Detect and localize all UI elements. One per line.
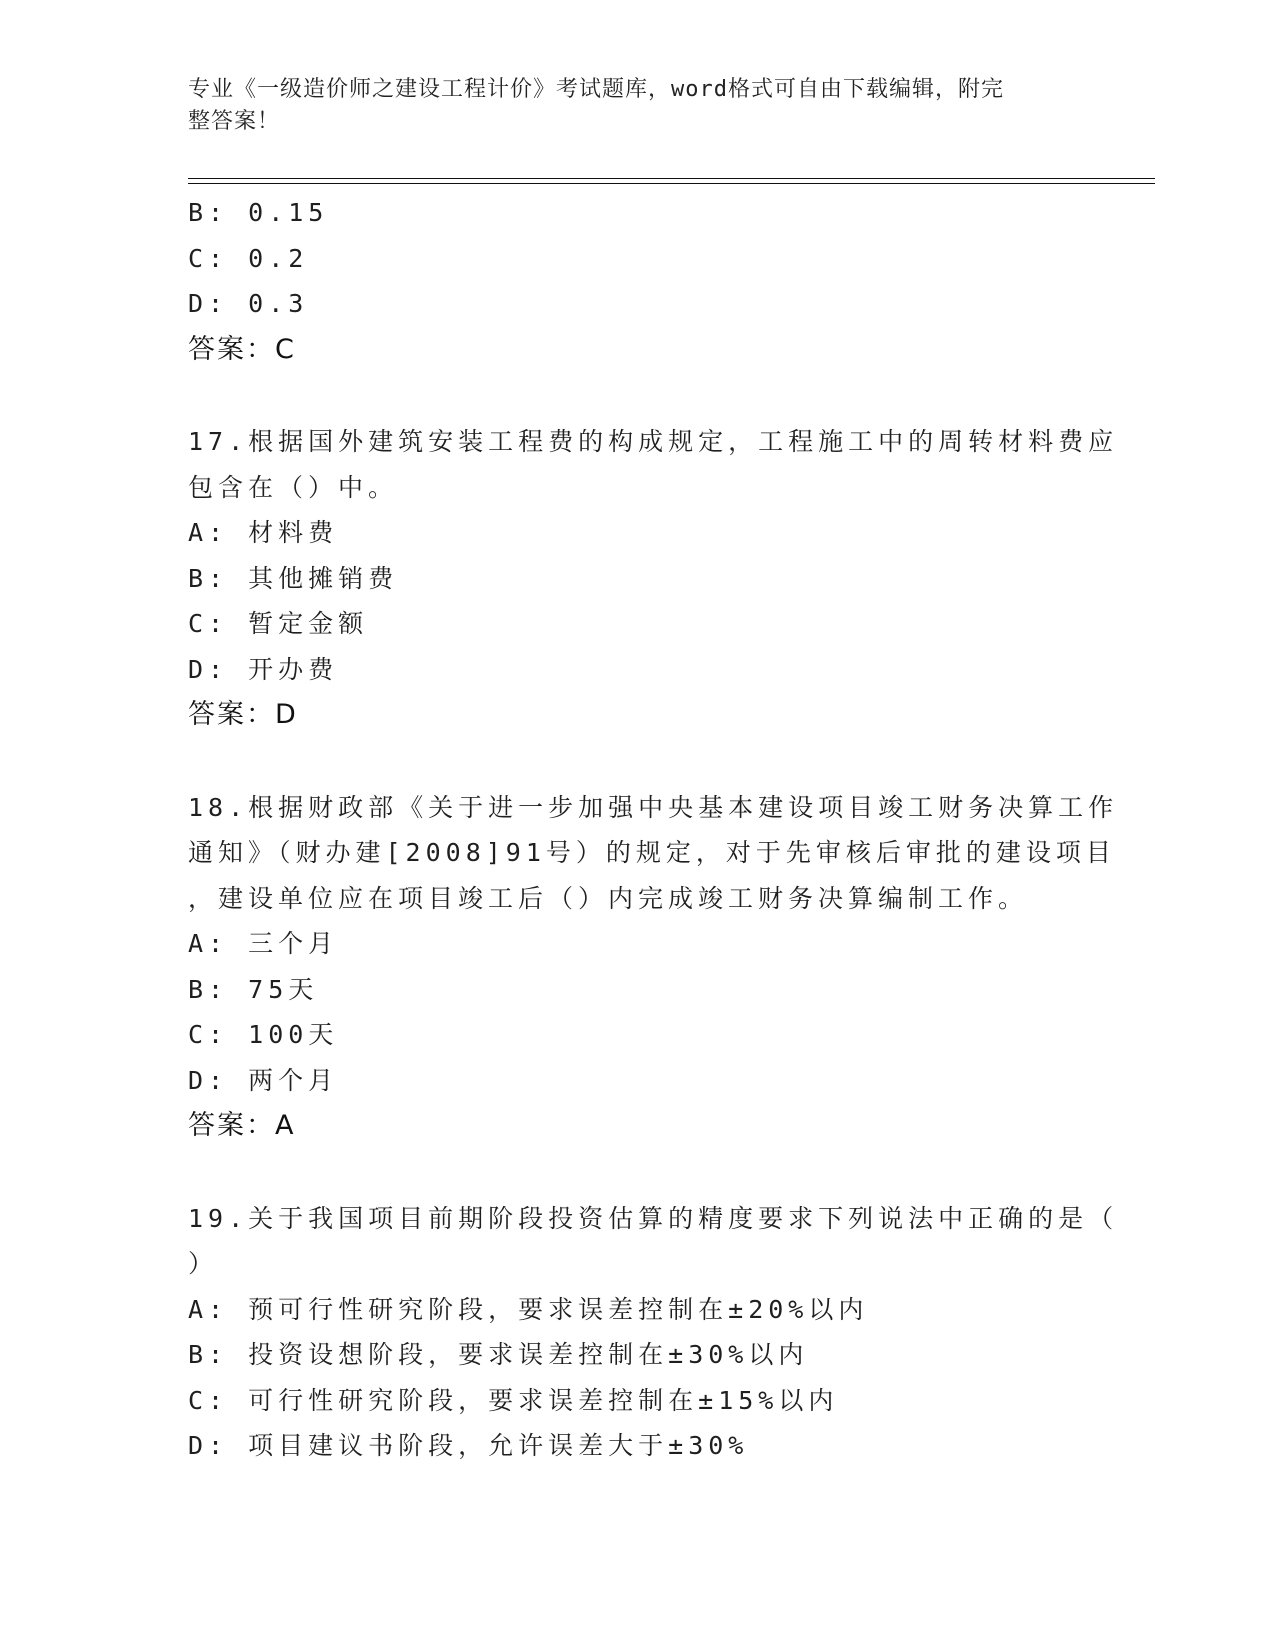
option-b: B: 0.15 (188, 198, 329, 227)
question-text-line: ，建设单位应在项目竣工后（）内完成竣工财务决算编制工作。 (188, 883, 1029, 913)
answer-label: 答案：A (188, 1110, 296, 1141)
question-text-line: 通知》（财办建[2008]91号）的规定，对于先审核后审批的建设项目 (188, 838, 1116, 867)
question-19-text (188, 1196, 1119, 1287)
answer-label: 答案：C (188, 333, 296, 365)
option-d: D: 0.3 (188, 289, 309, 318)
header-divider-top (188, 178, 1155, 179)
option-d: D: 两个月 (188, 1065, 339, 1095)
document-header (188, 74, 1068, 138)
option-c: C: 100天 (188, 1020, 339, 1049)
option-b: B: 75天 (188, 974, 319, 1004)
option-d: D: 开办费 (188, 654, 339, 684)
question-text-line: 19.关于我国项目前期阶段投资估算的精度要求下列说法中正确的是（ (188, 1203, 1119, 1233)
option-b: B: 其他摊销费 (188, 563, 399, 593)
header-line-1: 专业《一级造价师之建设工程计价》考试题库，word格式可自由下载编辑，附完 (188, 77, 1004, 102)
question-text-line: ） (188, 1249, 219, 1278)
option-b: B: 投资设想阶段，要求误差控制在±30%以内 (188, 1340, 809, 1369)
question-18-text (188, 785, 1119, 922)
question-17-text (188, 419, 1119, 510)
header-line-2: 整答案！ (188, 109, 281, 134)
question-text-line: 17.根据国外建筑安装工程费的构成规定，工程施工中的周转材料费应 (188, 427, 1119, 456)
option-c: C: 可行性研究阶段，要求误差控制在±15%以内 (188, 1385, 839, 1415)
option-d: D: 项目建议书阶段，允许误差大于±30% (188, 1431, 749, 1460)
option-c: C: 暂定金额 (188, 609, 369, 638)
header-divider-bottom (188, 183, 1155, 184)
previous-question (188, 190, 1088, 372)
question-content (188, 190, 1119, 1469)
answer-label: 答案：D (188, 699, 298, 730)
option-c: C: 0.2 (188, 243, 309, 273)
question-19 (188, 1196, 1119, 1469)
question-text-line: 18.根据财政部《关于进一步加强中央基本建设项目竣工财务决算工作 (188, 792, 1119, 822)
question-text-line: 包含在（）中。 (188, 472, 399, 502)
question-18 (188, 785, 1119, 1149)
question-17 (188, 419, 1119, 738)
option-a: A: 材料费 (188, 518, 339, 547)
option-a: A: 预可行性研究阶段，要求误差控制在±20%以内 (188, 1294, 869, 1324)
option-a: A: 三个月 (188, 929, 339, 958)
